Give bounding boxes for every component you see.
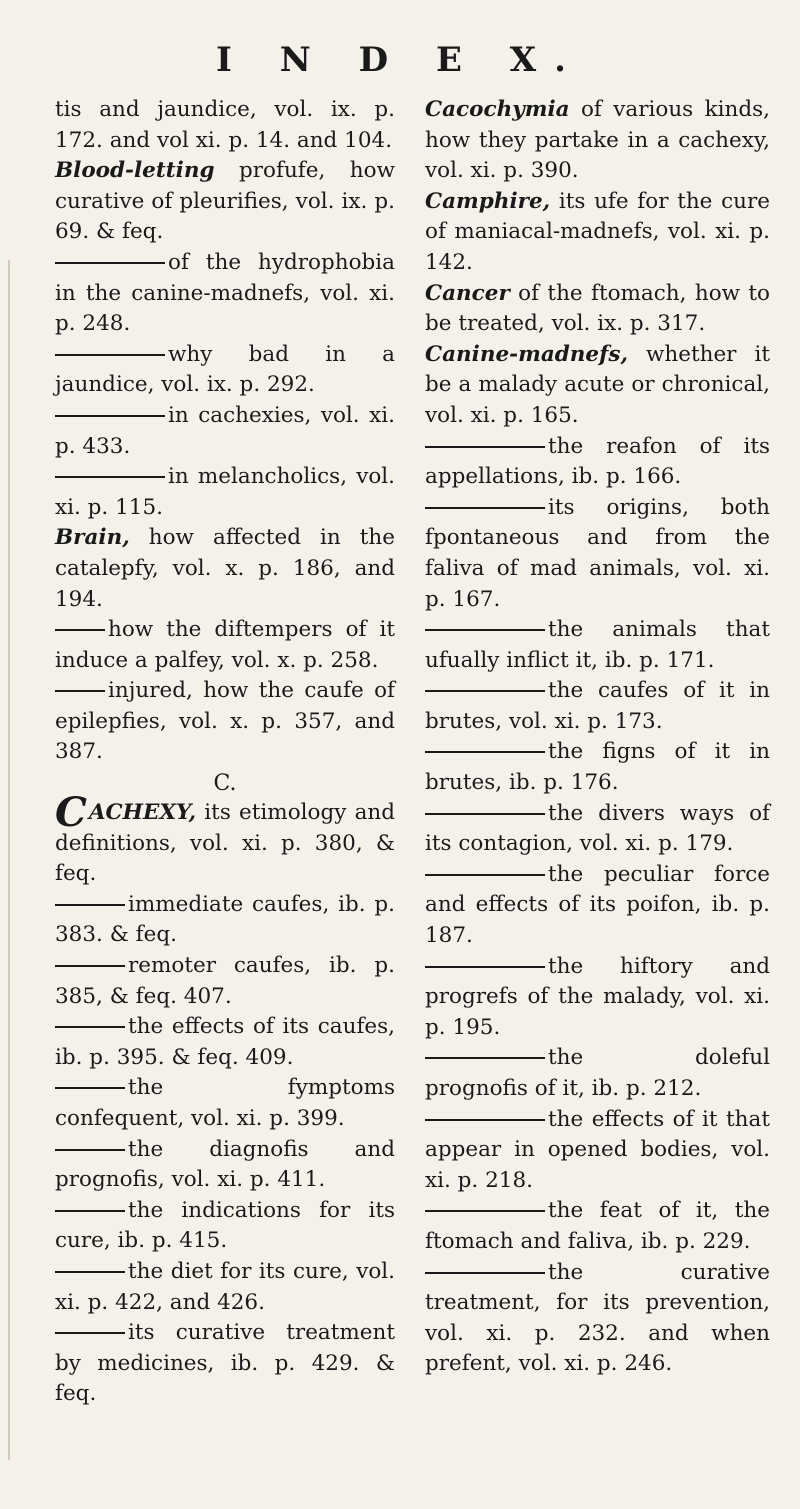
entry-text: the feat of it, the ftomach and faliva, ib. p. 229. xyxy=(425,1198,770,1254)
entry-text: its ufe for the cure of maniacal-madnefs, vol. xi. p. 142. xyxy=(425,188,770,275)
section-letter: C. xyxy=(213,771,237,797)
entry-text: the doleful prognofis of it, ib. p. 212. xyxy=(425,1045,770,1101)
ditto-rule xyxy=(55,629,105,631)
ditto-rule xyxy=(55,1087,125,1089)
ditto-rule xyxy=(425,966,545,968)
index-subentry xyxy=(425,860,770,952)
entry-text: the indications for its cure, ib. p. 415. xyxy=(55,1197,395,1254)
index-subentry xyxy=(425,1258,770,1380)
ditto-rule xyxy=(55,965,125,967)
ditto-rule xyxy=(425,507,545,509)
index-entry xyxy=(425,279,770,340)
entry-headword: Blood-letting xyxy=(55,158,215,184)
index-subentry xyxy=(425,493,770,615)
index-entry xyxy=(55,523,395,615)
index-subentry xyxy=(55,1012,395,1073)
index-entry xyxy=(55,95,395,156)
entry-text: the peculiar force and effects of its poifon, ib. p. 187. xyxy=(425,861,770,949)
index-subentry xyxy=(425,615,770,676)
index-subentry xyxy=(55,1196,395,1257)
index-subentry xyxy=(55,401,395,462)
entry-text: the divers ways of its contagion, vol. xi. p. 179. xyxy=(425,800,770,857)
entry-text: of the ftomach, how to be treated, vol. ix. p. 317. xyxy=(425,280,770,337)
index-subentry xyxy=(55,248,395,340)
ditto-rule xyxy=(55,1210,125,1212)
index-subentry xyxy=(55,1318,395,1410)
entry-text: remoter caufes, ib. p. 385, & feq. 407. xyxy=(55,953,395,1009)
entry-text: immediate caufes, ib. p. 383. & feq. xyxy=(55,891,395,948)
entry-headword: Camphire, xyxy=(425,188,551,214)
entry-text: its origins, both fpontaneous and from the faliva of mad animals, vol. xi. p. 167. xyxy=(425,494,770,612)
index-subentry xyxy=(425,1196,770,1257)
entry-text: the animals that ufually inflict it, ib. p. 171. xyxy=(425,617,770,673)
ditto-rule xyxy=(425,874,545,876)
ditto-rule xyxy=(425,1057,545,1059)
index-subentry xyxy=(425,799,770,860)
entry-text: the curative treatment, for its prevention, vol. xi. p. 232. and when prefent, vol. xi. p. 246. xyxy=(425,1259,770,1377)
page-edge-shadow xyxy=(8,260,10,1460)
entry-text: injured, how the caufe of epilepfies, vol. x. p. 357, and 387. xyxy=(55,678,395,765)
ditto-rule xyxy=(55,1026,125,1028)
entry-headword: Cancer xyxy=(425,280,510,306)
ditto-rule xyxy=(55,1149,125,1151)
ditto-rule xyxy=(55,354,165,356)
index-subentry xyxy=(55,1135,395,1196)
entry-headword: Cacochymia xyxy=(425,97,570,122)
drop-cap: C xyxy=(55,789,87,837)
index-subentry xyxy=(55,615,395,676)
ditto-rule xyxy=(55,262,165,264)
entry-text: its etimology and definitions, vol. xi. p. 380, & feq. xyxy=(55,800,395,887)
entry-text: in cachexies, vol. xi. p. 433. xyxy=(55,402,395,459)
entry-text: the figns of it in brutes, ib. p. 176. xyxy=(425,739,770,796)
ditto-rule xyxy=(425,813,545,815)
ditto-rule xyxy=(55,476,165,478)
entry-headword: Brain, xyxy=(55,525,130,551)
entry-text: of various kinds, how they partake in a cachexy, vol. xi. p. 390. xyxy=(425,97,770,184)
entry-text: profufe, how curative of pleurifies, vol. ix. p. 69. & feq. xyxy=(55,158,395,245)
index-subentry xyxy=(425,1043,770,1104)
entry-text: its curative treatment by medicines, ib. p. 429. & feq. xyxy=(55,1320,395,1407)
index-entry xyxy=(425,187,770,279)
index-subentry xyxy=(425,737,770,798)
index-subentry xyxy=(55,1073,395,1134)
ditto-rule xyxy=(425,751,545,753)
ditto-rule xyxy=(55,1332,125,1334)
entry-text: the diagnofis and prognofis, vol. xi. p. 411. xyxy=(55,1136,395,1193)
index-subentry xyxy=(55,1257,395,1318)
entry-text: the fymptoms confequent, vol. xi. p. 399. xyxy=(55,1075,395,1131)
right-column xyxy=(425,95,770,1380)
entry-text: the reafon of its appellations, ib. p. 166. xyxy=(425,433,770,490)
index-subentry xyxy=(55,890,395,951)
entry-text: of the hydrophobia in the canine-madnefs, vol. xi. p. 248. xyxy=(55,249,395,337)
ditto-rule xyxy=(425,1210,545,1212)
index-entry xyxy=(55,156,395,248)
entry-headword: ACHEXY, xyxy=(88,800,197,826)
ditto-rule xyxy=(55,415,165,417)
ditto-rule xyxy=(425,629,545,631)
index-entry xyxy=(425,340,770,432)
index-entry xyxy=(425,95,770,187)
entry-text: the diet for its cure, vol. xi. p. 422, and 426. xyxy=(55,1258,395,1315)
ditto-rule xyxy=(425,1272,545,1274)
entry-text: how affected in the catalepfy, vol. x. p. 186, and 194. xyxy=(55,525,395,612)
page-header: I N D E X. xyxy=(216,40,584,80)
index-subentry xyxy=(55,462,395,523)
index-subentry xyxy=(55,340,395,401)
index-subentry xyxy=(425,952,770,1044)
entry-text: why bad in a jaundice, vol. ix. p. 292. xyxy=(55,341,395,398)
ditto-rule xyxy=(55,904,125,906)
ditto-rule xyxy=(425,1119,545,1121)
index-subentry xyxy=(55,676,395,768)
index-subentry xyxy=(425,432,770,493)
entry-text: whether it be a malady acute or chronical, vol. xi. p. 165. xyxy=(425,341,770,428)
index-subentry xyxy=(55,951,395,1012)
entry-text: the effects of it that appear in opened bodies, vol. xi. p. 218. xyxy=(425,1106,770,1193)
entry-text: the caufes of it in brutes, vol. xi. p. 173. xyxy=(425,678,770,734)
ditto-rule xyxy=(425,690,545,692)
index-subentry xyxy=(425,676,770,737)
index-subentry xyxy=(425,1105,770,1197)
entry-text: in melancholics, vol. xi. p. 115. xyxy=(55,464,395,520)
entry-headword: Canine-madnefs, xyxy=(425,341,628,367)
entry-text: tis and jaundice, vol. ix. p. 172. and vol xi. p. 14. and 104. xyxy=(55,97,395,153)
entry-text: how the diftempers of it induce a palfey, vol. x. p. 258. xyxy=(55,617,395,673)
left-column xyxy=(55,95,395,1410)
entry-text: the effects of its caufes, ib. p. 395. & feq. 409. xyxy=(55,1014,395,1070)
ditto-rule xyxy=(425,446,545,448)
ditto-rule xyxy=(55,690,105,692)
entry-text: the hiftory and progrefs of the malady, vol. xi. p. 195. xyxy=(425,953,770,1040)
ditto-rule xyxy=(55,1271,125,1273)
index-entry xyxy=(55,789,395,890)
